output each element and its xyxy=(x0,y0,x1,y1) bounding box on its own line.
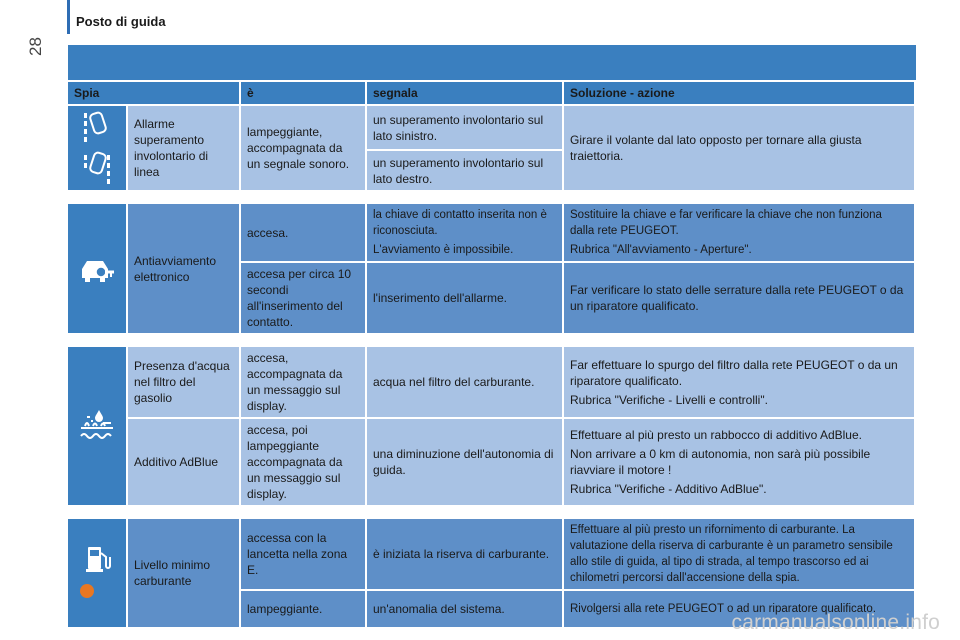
lane-signal-right: un superamento involontario sul lato destro. xyxy=(367,151,564,192)
adblue-solution-a: Effettuare al più presto un rabbocco di additivo AdBlue. xyxy=(570,428,862,442)
immobilizer-signal-1b: L'avviamento è impossibile. xyxy=(373,244,514,256)
water-solution xyxy=(564,347,916,419)
water-state: accesa, accompagnata da un messaggio sul display. xyxy=(241,347,367,419)
lane-icon-cell xyxy=(68,106,128,192)
immobilizer-solution-1a: Sostituire la chiave e far verificare la chiave che non funziona dalla rete PEUGEOT. xyxy=(570,209,882,237)
lane-departure-icon xyxy=(79,109,115,187)
lane-solution: Girare il volante dal lato opposto per tornare alla giusta traiettoria. xyxy=(564,106,916,192)
immobilizer-name: Antiavviamento elettronico xyxy=(128,204,241,335)
fuel-state-1: accessa con la lancetta nella zona E. xyxy=(241,519,367,591)
lane-signal-left: un superamento involontario sul lato sinistro. xyxy=(367,106,564,151)
section-accent-bar xyxy=(67,0,70,34)
immobilizer-icon-cell xyxy=(68,204,128,335)
water-signal: acqua nel filtro del carburante. xyxy=(367,347,564,419)
adblue-solution xyxy=(564,419,916,507)
table-row xyxy=(68,106,916,151)
lane-state: lampeggiante, accompagnata da un segnale sonoro. xyxy=(241,106,367,192)
water-solution-a: Far effettuare lo spurgo del filtro dalla rete PEUGEOT o da un riparatore qualificato. xyxy=(570,357,898,388)
fuel-name: Livello minimo carburante xyxy=(128,519,241,629)
adblue-solution-c: Rubrica "Verifiche - Additivo AdBlue". xyxy=(570,482,767,496)
col-header-spia: Spia xyxy=(68,82,241,106)
immobilizer-solution-2: Far verificare lo stato delle serrature dalla rete PEUGEOT o da un riparatore qualificato. xyxy=(564,263,916,335)
header-band xyxy=(68,45,916,80)
table-row xyxy=(68,204,916,263)
fuel-signal-1: è iniziata la riserva di carburante. xyxy=(367,519,564,591)
orange-warning-dot xyxy=(80,584,94,598)
adblue-signal: una diminuzione dell'autonomia di guida. xyxy=(367,419,564,507)
col-header-e: è xyxy=(241,82,367,106)
immobilizer-state-1: accesa. xyxy=(241,204,367,263)
warning-lights-table xyxy=(68,82,916,629)
col-header-soluzione: Soluzione - azione xyxy=(564,82,916,106)
adblue-state: accesa, poi lampeggiante accompagnata da un messaggio sul display. xyxy=(241,419,367,507)
immobilizer-signal-1 xyxy=(367,204,564,263)
adblue-solution-b: Non arrivare a 0 km di autonomia, non sarà più possibile riavviare il motore ! xyxy=(570,447,871,477)
watermark: carmanualsonline.info xyxy=(731,611,940,634)
col-header-segnala: segnala xyxy=(367,82,564,106)
table-header-row xyxy=(68,82,916,106)
water-name: Presenza d'acqua nel filtro del gasolio xyxy=(128,347,241,419)
fuel-pump-icon xyxy=(79,543,115,603)
section-title: Posto di guida xyxy=(76,14,166,29)
immobilizer-solution-1b: Rubrica "All'avviamento - Aperture". xyxy=(570,244,752,256)
fuel-state-2: lampeggiante. xyxy=(241,591,367,629)
adblue-name: Additivo AdBlue xyxy=(128,419,241,507)
immobilizer-solution-1 xyxy=(564,204,916,263)
table-row xyxy=(68,519,916,591)
fuel-signal-2: un'anomalia del sistema. xyxy=(367,591,564,629)
car-key-icon xyxy=(79,254,115,284)
water-icon-cell xyxy=(68,347,128,507)
table-row xyxy=(68,419,916,507)
water-solution-b: Rubrica "Verifiche - Livelli e controlli". xyxy=(570,392,768,407)
water-in-fuel-icon xyxy=(77,406,117,446)
immobilizer-signal-1a: la chiave di contatto inserita non è riconosciuta. xyxy=(373,209,547,237)
table-row xyxy=(68,347,916,419)
fuel-icon-cell xyxy=(68,519,128,629)
immobilizer-state-2: accesa per circa 10 secondi all'inserimento del contatto. xyxy=(241,263,367,335)
fuel-solution-1: Effettuare al più presto un rifornimento di carburante. La valutazione della riserva di carburante è un parametro sensibile allo stile di guida, al tipo di strada, al tempo trascorso ed ai chilometri percorsi dall'accensione della spia. xyxy=(564,519,916,591)
fuel-solution-2: Rivolgersi alla rete PEUGEOT o ad un riparatore qualificato. xyxy=(564,591,916,629)
page-number: 28 xyxy=(26,37,45,56)
immobilizer-signal-2: l'inserimento dell'allarme. xyxy=(367,263,564,335)
lane-name: Allarme superamento involontario di linea xyxy=(128,106,241,192)
